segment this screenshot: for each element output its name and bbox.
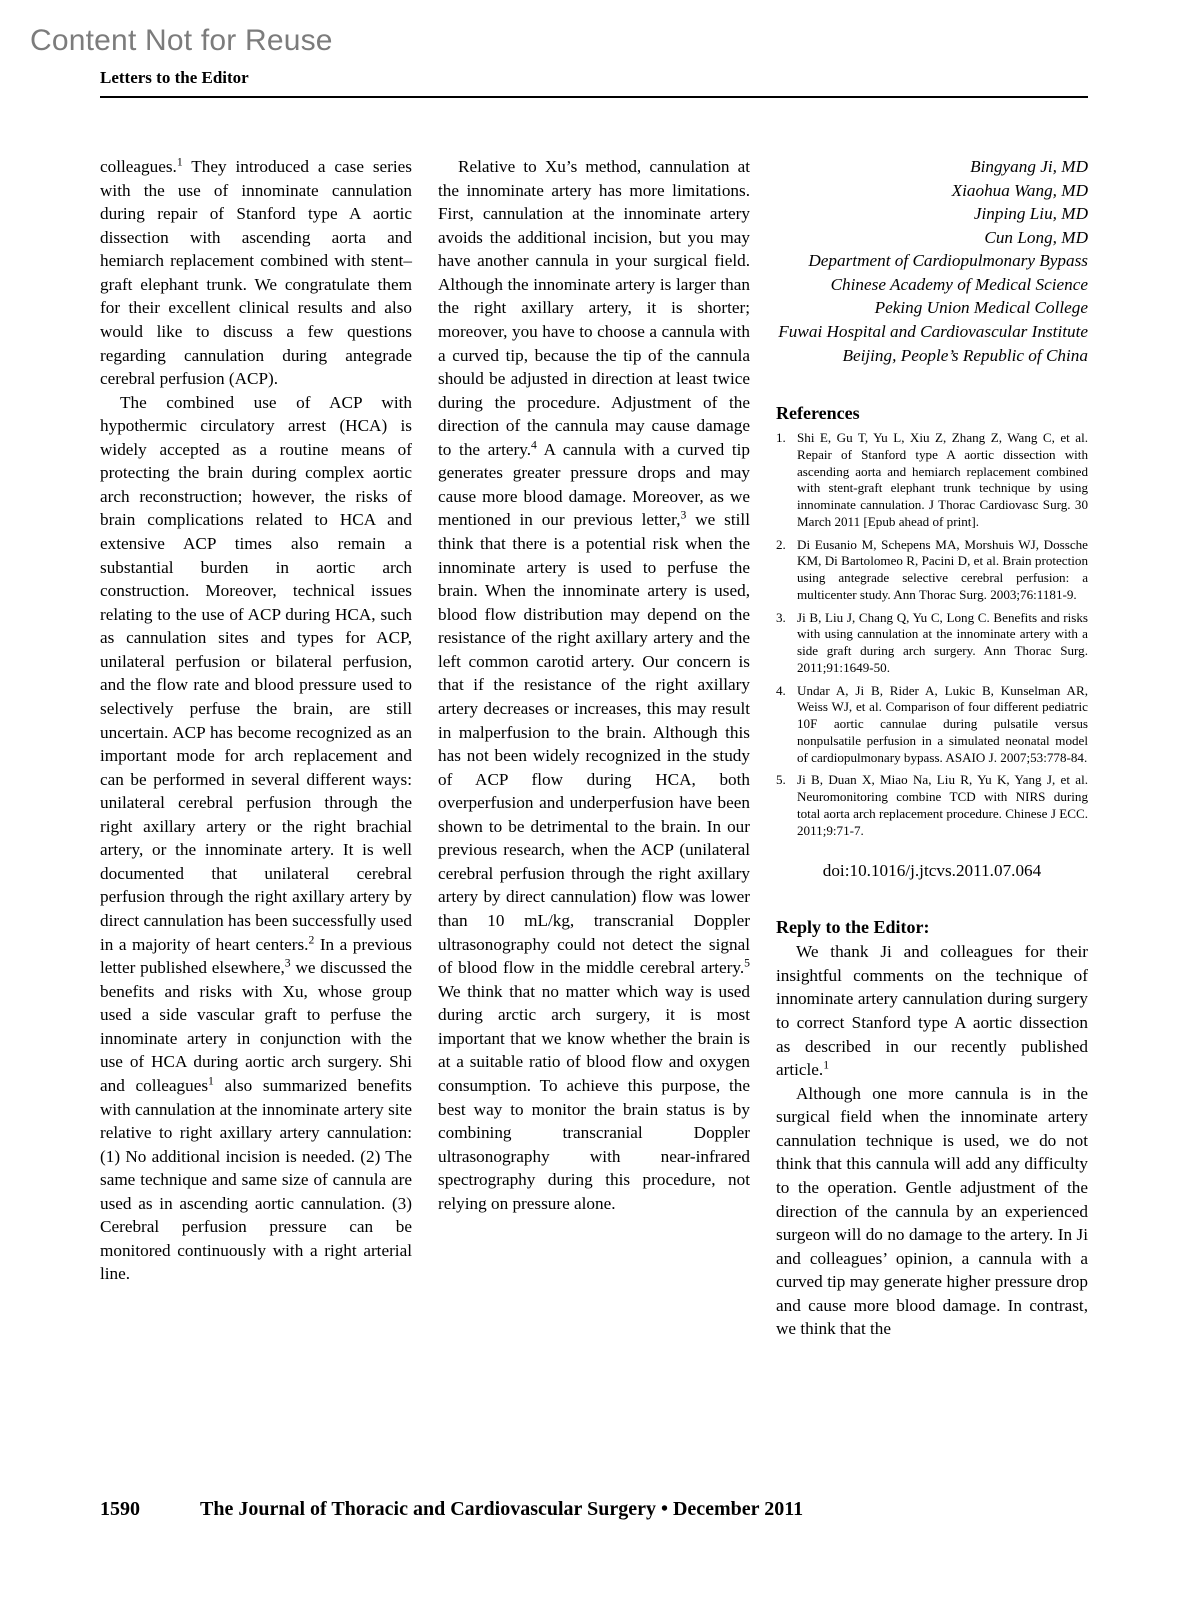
citation-marker: 3 [284,956,291,970]
references-list [776,430,1088,839]
citation-marker: 5 [744,956,750,970]
author-block [776,155,1088,367]
references-heading: References [776,403,860,424]
column-two [438,155,750,1341]
paragraph-reply-2: Although one more cannula is in the surgical field when the innominate artery cannulation technique is used, we do not think that this cannula will add any difficulty to the operation. Gentle adjustment of the direction of the cannula by an experienced surgeon will do no damage to the artery. In Ji and colleagues’ opinion, a cannula with a curved tip may generate higher pressure drop and cause more blood damage. In contrast, we think that the [776,1083,1088,1339]
paragraph-c2-1 [438,155,750,1215]
paragraph-c1-2 [100,391,412,1286]
page-footer [100,1498,1088,1521]
reply-p1-a: We thank Ji and colleagues for their insightful comments on the technique of innominate artery cannulation during surgery to correct Stanford type A aortic dissection as described in our recently published article. [776,942,1088,1080]
author-affiliation: Department of Cardiopulmonary Bypass [808,251,1088,271]
c2p1-d: We think that no matter which way is used during arctic arch surgery, it is most important that we know whether the brain is at a suitable ratio of blood flow and oxygen consumption. To achieve this purpose, the best way to monitor the brain status is by combining transcranial Doppler ultrasonography with near-infrared spectrography during this procedure, not relying on pressure alone. [438,981,750,1213]
paragraph-reply-1 [776,940,1088,1081]
c2p1-c: we still think that there is a potential risk when the innominate artery is used to perfuse the brain. When the innominate artery is used, blood flow distribution may depend on the resistance of the right axillary artery and the left common carotid artery. Our concern is that if the resistance of the right axillary artery decreases or increases, this may result in malperfusion to the brain. Although this has not been widely recognized in the study of ACP flow during HCA, both overperfusion and underperfusion have been shown to be detrimental to the brain. In our previous research, when the ACP (unilateral cerebral perfusion through the right axillary artery by direct cannulation) flow was lower than 10 mL/kg, transcranial Doppler ultrasonography could not detect the signal of blood flow in the middle cerebral artery. [438,510,750,978]
author-affiliation: Beijing, People’s Republic of China [842,345,1088,365]
author-name: Cun Long, MD [984,227,1088,247]
running-head: Letters to the Editor [100,68,249,87]
author-name: Jinping Liu, MD [973,204,1088,224]
c1p2-c: we discussed the benefits and risks with Xu, whose group used a side vascular graft to perfuse the innominate artery in conjunction with the use of HCA during aortic arch surgery. Shi and colleagues [100,958,412,1095]
c1p2-a: The combined use of ACP with hypothermic circulatory arrest (HCA) is widely accepted as a routine means of protecting the brain during complex aortic arch reconstruction; however, the risks of brain complications related to HCA and extensive ACP times also remain a substantial burden in aortic arch construction. Moreover, technical issues relating to the use of ACP during HCA, such as cannulation sites and types for ACP, unilateral perfusion or bilateral perfusion, and the flow rate and blood pressure used to selectively perfuse the brain, are still uncertain. ACP has become recognized as an important mode for arch replacement and can be performed in several different ways: unilateral cerebral perfusion through the right axillary artery or the right brachial artery, or the innominate artery. It is well documented that unilateral cerebral perfusion through the right axillary artery by direct cannulation has been successfully used in a majority of heart centers. [100,392,412,954]
journal-title-line: The Journal of Thoracic and Cardiovascular Surgery • December 2011 [200,1498,804,1520]
author-affiliation: Fuwai Hospital and Cardiovascular Institute [778,321,1088,341]
citation-marker: 1 [823,1058,830,1072]
header-divider [100,96,1088,98]
watermark-text: Content Not for Reuse [30,24,333,57]
page-number: 1590 [100,1498,140,1520]
reference-item: Di Eusanio M, Schepens MA, Morshuis WJ, Dossche KM, Di Bartolomeo R, Pacini D, et al. Brain protection using antegrade selective cerebral perfusion: a multicenter study. Ann Thorac Surg. 2003;76:1181-9. [797,536,1088,602]
c1p1-lead: colleagues. [100,157,177,176]
citation-marker: 4 [531,438,537,452]
c2p1-a: Relative to Xu’s method, cannulation at the innominate artery has more limitations. First, cannulation at the innominate artery avoids the additional incision, but you may have another cannula in your surgical field. Although the innominate artery is larger than the right axillary artery, it is shorter; moreover, you have to choose a cannula with a curved tip, because the tip of the cannula should be adjusted in direction at least twice during the procedure. Adjustment of the direction of the cannula may cause damage to the artery. [438,157,750,459]
column-three [776,155,1088,1341]
reference-item: Shi E, Gu T, Yu L, Xiu Z, Zhang Z, Wang C, et al. Repair of Stanford type A aortic dissection with ascending aorta and hemiarch replacement combined with stent-graft elephant trunk technique by using innominate cannulation. J Thorac Cardiovasc Surg. 30 March 2011 [Epub ahead of print]. [797,430,1088,529]
c1p2-b: In a previous letter published elsewhere, [100,934,412,978]
c1p1-rest: They introduced a case series with the use of innominate cannulation during repair of Stanford type A aortic dissection with ascending aorta and hemiarch replacement combined with stent–graft elephant trunk. We congratulate them for their excellent clinical results and also would like to discuss a few questions regarding cannulation during antegrade cerebral perfusion (ACP). [100,157,412,389]
reply-heading: Reply to the Editor: [776,917,930,938]
citation-marker: 2 [308,932,315,946]
author-affiliation: Chinese Academy of Medical Science [830,274,1088,294]
reference-item: Ji B, Liu J, Chang Q, Yu C, Long C. Benefits and risks with using cannulation at the innominate artery with a side graft during arch surgery. Ann Thorac Surg. 2011;91:1649-50. [797,609,1088,675]
c2p1-b: A cannula with a curved tip generates greater pressure drops and may cause more blood damage. Moreover, as we mentioned in our previous letter, [438,439,750,530]
doi-line: doi:10.1016/j.jtcvs.2011.07.064 [822,861,1042,881]
c1p2-d: also summarized benefits with cannulation at the innominate artery site relative to right axillary artery cannulation: (1) No additional incision is needed. (2) The same technique and same size of cannula are used as in ascending aortic cannulation. (3) Cerebral perfusion pressure can be monitored continuously with a right arterial line. [100,1075,412,1284]
column-one [100,155,412,1341]
reference-item: Undar A, Ji B, Rider A, Lukic B, Kunselman AR, Weiss WJ, et al. Comparison of four different pediatric 10F aortic cannulae during pulsatile versus nonpulsatile perfusion in a simulated neonatal model of cardiopulmonary bypass. ASAIO J. 2007;53:778-84. [797,682,1088,765]
citation-marker: 1 [176,155,183,169]
citation-marker: 1 [208,1074,214,1088]
citation-marker: 3 [680,508,687,522]
author-affiliation: Peking Union Medical College [874,298,1088,318]
author-name: Xiaohua Wang, MD [951,180,1088,200]
author-name: Bingyang Ji, MD [970,157,1088,176]
reference-item: Ji B, Duan X, Miao Na, Liu R, Yu K, Yang J, et al. Neuromonitoring combine TCD with NIRS during total aorta arch replacement procedure. Chinese J ECC. 2011;9:71-7. [797,772,1088,838]
paragraph-c1-1 [100,155,412,391]
article-columns [100,155,1088,1341]
